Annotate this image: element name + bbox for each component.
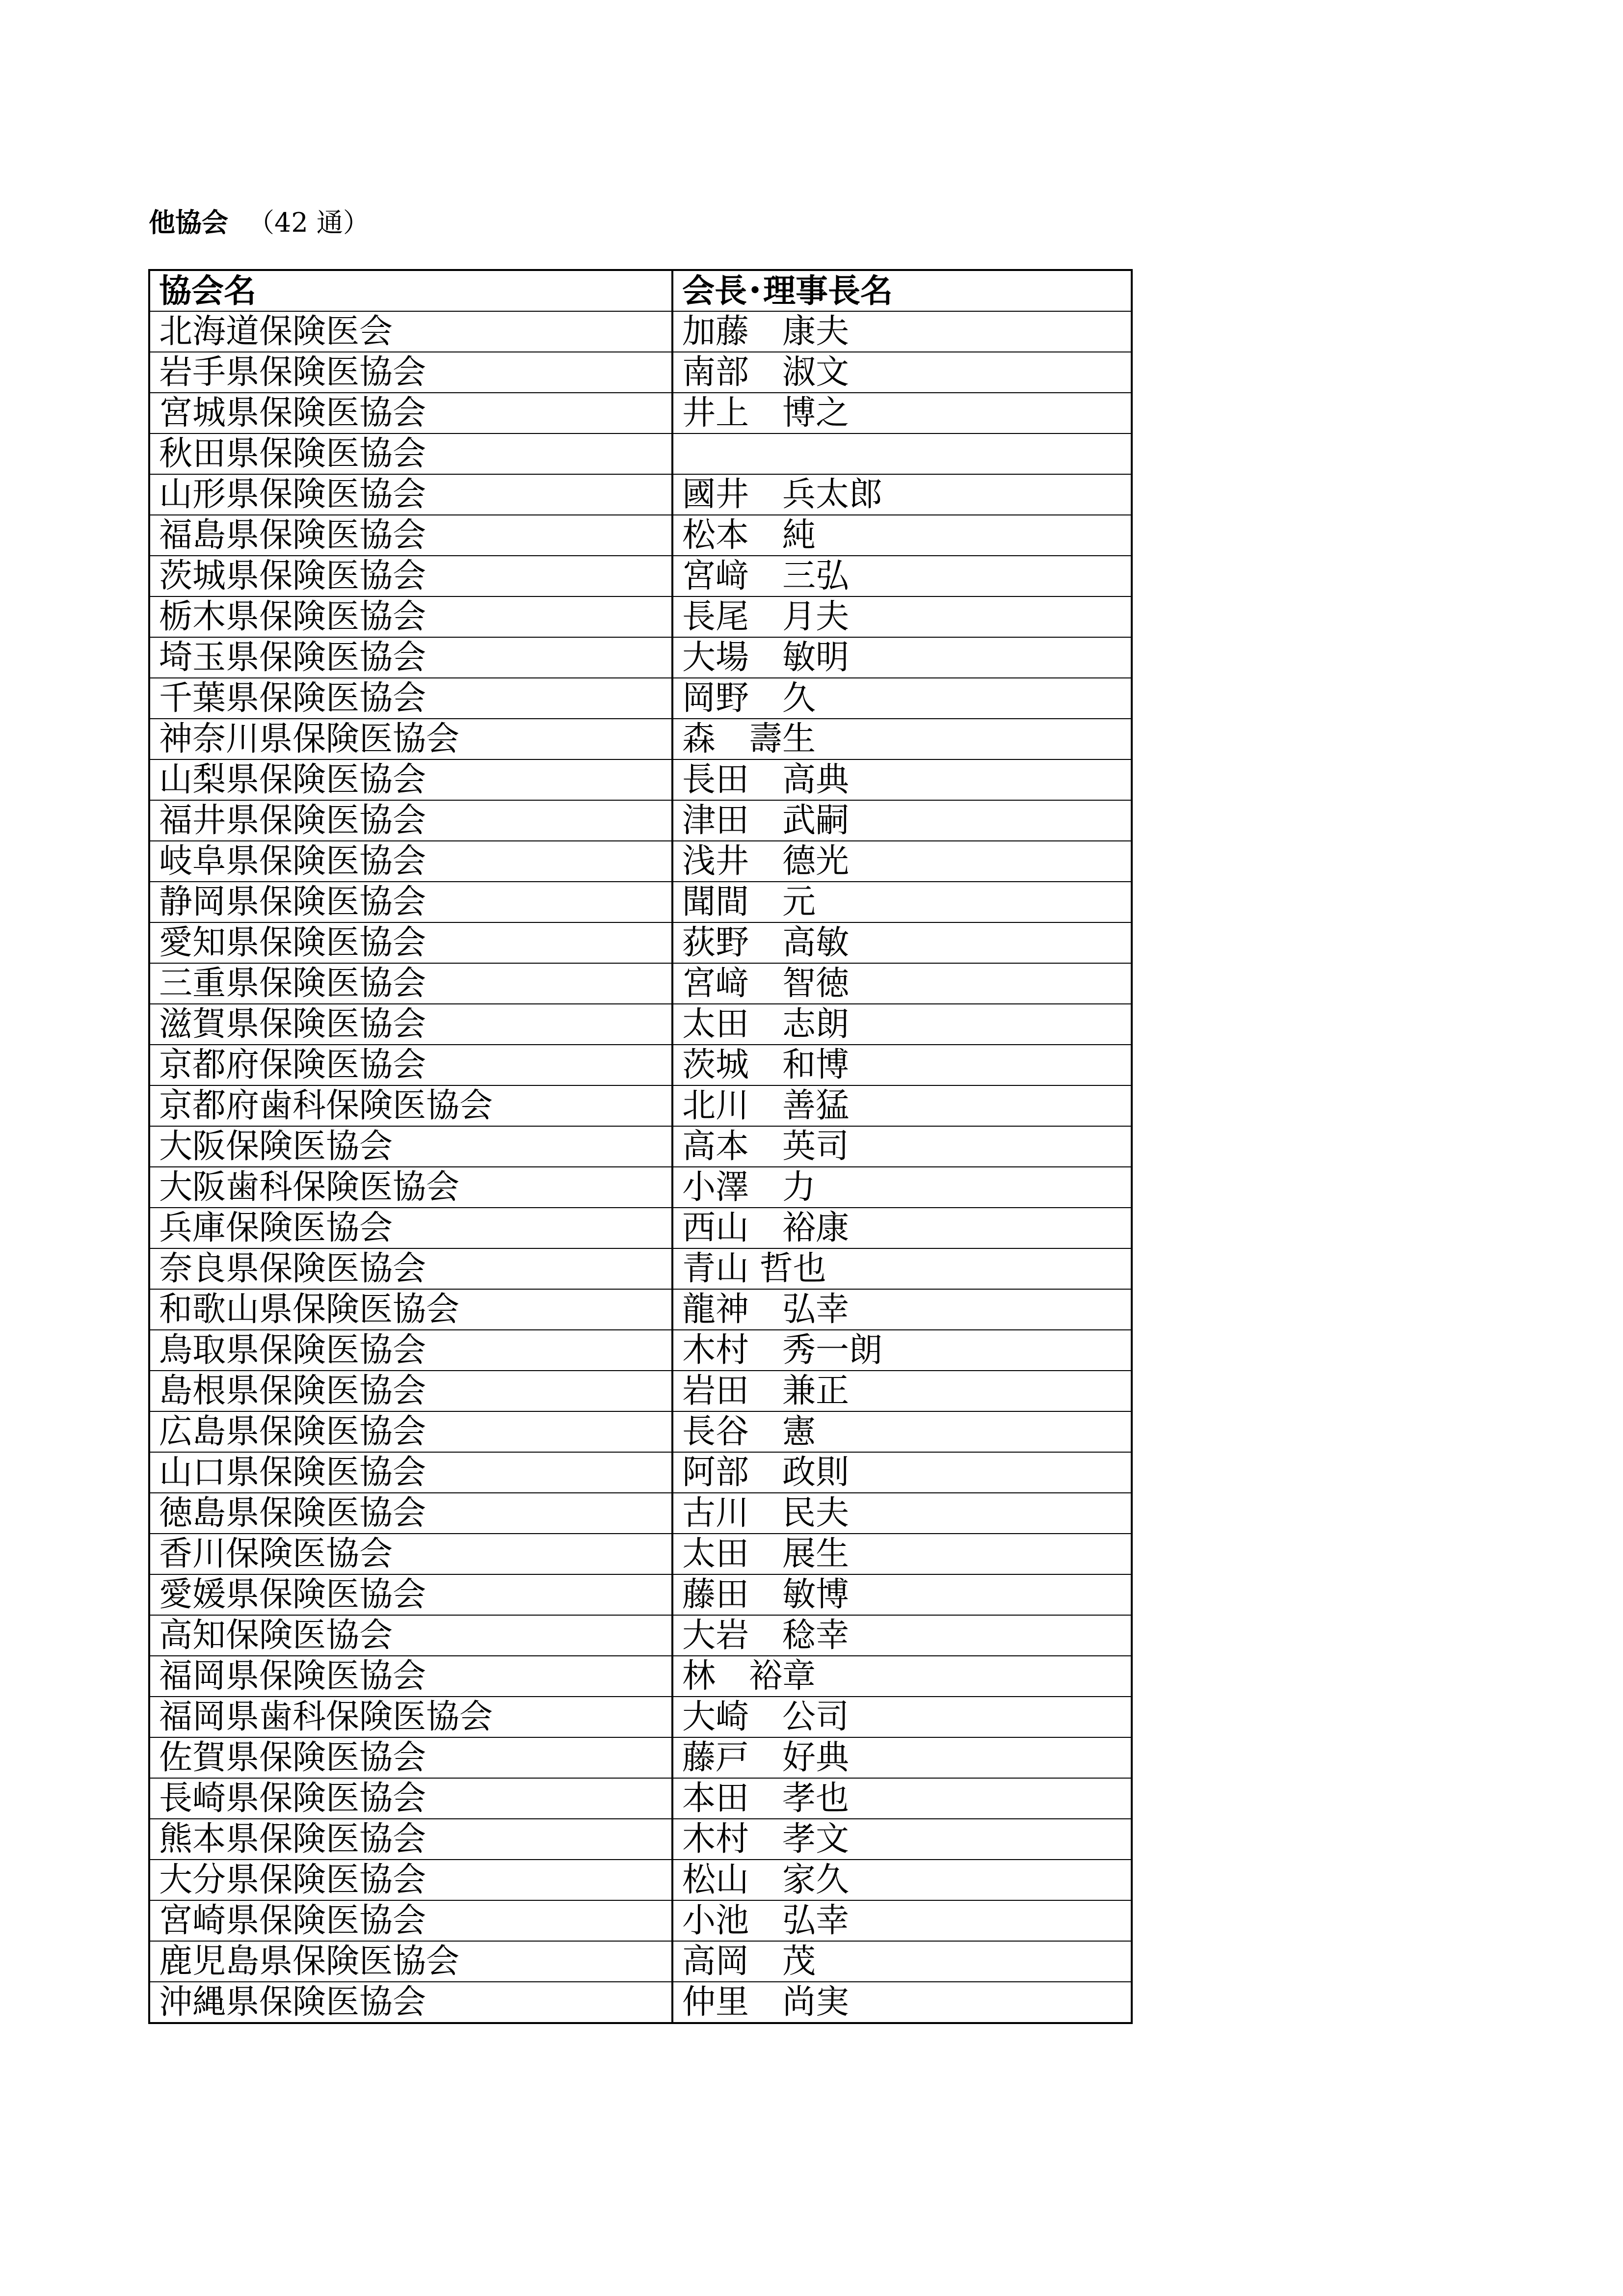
association-name-cell: 奈良県保険医協会 (149, 1248, 672, 1289)
column-header-president: 会長･理事長名 (672, 270, 1132, 311)
table-row (149, 963, 1132, 1004)
association-name-cell: 大阪歯科保険医協会 (149, 1167, 672, 1208)
president-name-cell: 小澤 力 (672, 1167, 1132, 1208)
table-row (149, 1982, 1132, 2023)
table-row (149, 759, 1132, 800)
heading-title: 他協会 (149, 207, 228, 238)
column-header-association: 協会名 (149, 270, 672, 311)
president-name-cell: 井上 博之 (672, 393, 1132, 433)
president-name-cell (672, 433, 1132, 474)
association-name-cell: 大阪保険医協会 (149, 1126, 672, 1167)
association-name-cell: 埼玉県保険医協会 (149, 637, 672, 678)
association-name-cell: 長崎県保険医協会 (149, 1778, 672, 1819)
association-name-cell: 宮崎県保険医協会 (149, 1900, 672, 1941)
president-name-cell: 松本 純 (672, 515, 1132, 556)
table-row (149, 1330, 1132, 1371)
table-row (149, 1941, 1132, 1982)
table-row (149, 1737, 1132, 1778)
president-name-cell: 聞間 元 (672, 882, 1132, 922)
president-name-cell: 長谷 憲 (672, 1411, 1132, 1452)
table-row (149, 1167, 1132, 1208)
table-row (149, 1289, 1132, 1330)
association-name-cell: 福岡県保険医協会 (149, 1656, 672, 1697)
president-name-cell: 加藤 康夫 (672, 311, 1132, 352)
table-row (149, 678, 1132, 719)
president-name-cell: 藤田 敏博 (672, 1574, 1132, 1615)
heading-count: （42 通） (248, 207, 370, 238)
association-name-cell: 熊本県保険医協会 (149, 1819, 672, 1860)
association-name-cell: 大分県保険医協会 (149, 1860, 672, 1900)
president-name-cell: 林 裕章 (672, 1656, 1132, 1697)
association-name-cell: 京都府歯科保険医協会 (149, 1085, 672, 1126)
table-row (149, 1085, 1132, 1126)
president-name-cell: 津田 武嗣 (672, 800, 1132, 841)
table-row (149, 1045, 1132, 1085)
table-row (149, 474, 1132, 515)
association-name-cell: 佐賀県保険医協会 (149, 1737, 672, 1778)
president-name-cell: 岡野 久 (672, 678, 1132, 719)
president-name-cell: 太田 展生 (672, 1534, 1132, 1574)
table-row (149, 1411, 1132, 1452)
president-name-cell: 茨城 和博 (672, 1045, 1132, 1085)
table-row (149, 515, 1132, 556)
association-name-cell: 福井県保険医協会 (149, 800, 672, 841)
association-name-cell: 鳥取県保険医協会 (149, 1330, 672, 1371)
table-row (149, 637, 1132, 678)
page-heading (149, 205, 370, 240)
president-name-cell: 宮﨑 智徳 (672, 963, 1132, 1004)
association-name-cell: 三重県保険医協会 (149, 963, 672, 1004)
president-name-cell: 大場 敏明 (672, 637, 1132, 678)
president-name-cell: 太田 志朗 (672, 1004, 1132, 1045)
table-row (149, 882, 1132, 922)
association-name-cell: 京都府保険医協会 (149, 1045, 672, 1085)
table-row (149, 433, 1132, 474)
association-name-cell: 神奈川県保険医協会 (149, 719, 672, 759)
table-row (149, 556, 1132, 596)
table-row (149, 1208, 1132, 1248)
table-row (149, 719, 1132, 759)
president-name-cell: 古川 民夫 (672, 1493, 1132, 1534)
association-name-cell: 愛媛県保険医協会 (149, 1574, 672, 1615)
president-name-cell: 木村 秀一朗 (672, 1330, 1132, 1371)
table-row (149, 1615, 1132, 1656)
association-name-cell: 岐阜県保険医協会 (149, 841, 672, 882)
association-name-cell: 茨城県保険医協会 (149, 556, 672, 596)
association-name-cell: 岩手県保険医協会 (149, 352, 672, 393)
association-name-cell: 栃木県保険医協会 (149, 596, 672, 637)
president-name-cell: 北川 善猛 (672, 1085, 1132, 1126)
association-name-cell: 愛知県保険医協会 (149, 922, 672, 963)
table-row (149, 1248, 1132, 1289)
association-name-cell: 広島県保険医協会 (149, 1411, 672, 1452)
association-name-cell: 秋田県保険医協会 (149, 433, 672, 474)
president-name-cell: 浅井 德光 (672, 841, 1132, 882)
president-name-cell: 龍神 弘幸 (672, 1289, 1132, 1330)
president-name-cell: 青山 哲也 (672, 1248, 1132, 1289)
president-name-cell: 森 壽生 (672, 719, 1132, 759)
president-name-cell: 阿部 政則 (672, 1452, 1132, 1493)
association-name-cell: 沖縄県保険医協会 (149, 1982, 672, 2023)
association-name-cell: 山口県保険医協会 (149, 1452, 672, 1493)
table-row (149, 841, 1132, 882)
table-body (149, 311, 1132, 2023)
table-row (149, 1819, 1132, 1860)
president-name-cell: 藤戸 好典 (672, 1737, 1132, 1778)
association-name-cell: 山梨県保険医協会 (149, 759, 672, 800)
table-row (149, 1656, 1132, 1697)
association-name-cell: 山形県保険医協会 (149, 474, 672, 515)
table-row (149, 1493, 1132, 1534)
president-name-cell: 荻野 高敏 (672, 922, 1132, 963)
table-row (149, 1126, 1132, 1167)
table-header-row (149, 270, 1132, 311)
table-row (149, 596, 1132, 637)
table-row (149, 1371, 1132, 1411)
president-name-cell: 長尾 月夫 (672, 596, 1132, 637)
table-row (149, 352, 1132, 393)
president-name-cell: 大岩 稔幸 (672, 1615, 1132, 1656)
president-name-cell: 南部 淑文 (672, 352, 1132, 393)
president-name-cell: 木村 孝文 (672, 1819, 1132, 1860)
president-name-cell: 國井 兵太郎 (672, 474, 1132, 515)
president-name-cell: 岩田 兼正 (672, 1371, 1132, 1411)
president-name-cell: 宮﨑 三弘 (672, 556, 1132, 596)
table-row (149, 922, 1132, 963)
table-row (149, 311, 1132, 352)
president-name-cell: 高岡 茂 (672, 1941, 1132, 1982)
table-row (149, 1860, 1132, 1900)
association-name-cell: 宮城県保険医協会 (149, 393, 672, 433)
association-name-cell: 福島県保険医協会 (149, 515, 672, 556)
president-name-cell: 長田 高典 (672, 759, 1132, 800)
association-name-cell: 香川保険医協会 (149, 1534, 672, 1574)
table-row (149, 1574, 1132, 1615)
president-name-cell: 松山 家久 (672, 1860, 1132, 1900)
association-name-cell: 北海道保険医会 (149, 311, 672, 352)
table-row (149, 1900, 1132, 1941)
president-name-cell: 高本 英司 (672, 1126, 1132, 1167)
association-name-cell: 滋賀県保険医協会 (149, 1004, 672, 1045)
table-row (149, 1778, 1132, 1819)
president-name-cell: 本田 孝也 (672, 1778, 1132, 1819)
association-name-cell: 島根県保険医協会 (149, 1371, 672, 1411)
association-name-cell: 福岡県歯科保険医協会 (149, 1697, 672, 1737)
association-name-cell: 高知保険医協会 (149, 1615, 672, 1656)
president-name-cell: 小池 弘幸 (672, 1900, 1132, 1941)
table-row (149, 1697, 1132, 1737)
association-name-cell: 鹿児島県保険医協会 (149, 1941, 672, 1982)
table-row (149, 800, 1132, 841)
table-row (149, 1004, 1132, 1045)
table-row (149, 1534, 1132, 1574)
president-name-cell: 仲里 尚実 (672, 1982, 1132, 2023)
president-name-cell: 西山 裕康 (672, 1208, 1132, 1248)
association-name-cell: 千葉県保険医協会 (149, 678, 672, 719)
association-table (148, 269, 1133, 2024)
president-name-cell: 大崎 公司 (672, 1697, 1132, 1737)
association-name-cell: 兵庫保険医協会 (149, 1208, 672, 1248)
table-row (149, 393, 1132, 433)
table-row (149, 1452, 1132, 1493)
association-name-cell: 静岡県保険医協会 (149, 882, 672, 922)
association-name-cell: 和歌山県保険医協会 (149, 1289, 672, 1330)
association-name-cell: 徳島県保険医協会 (149, 1493, 672, 1534)
